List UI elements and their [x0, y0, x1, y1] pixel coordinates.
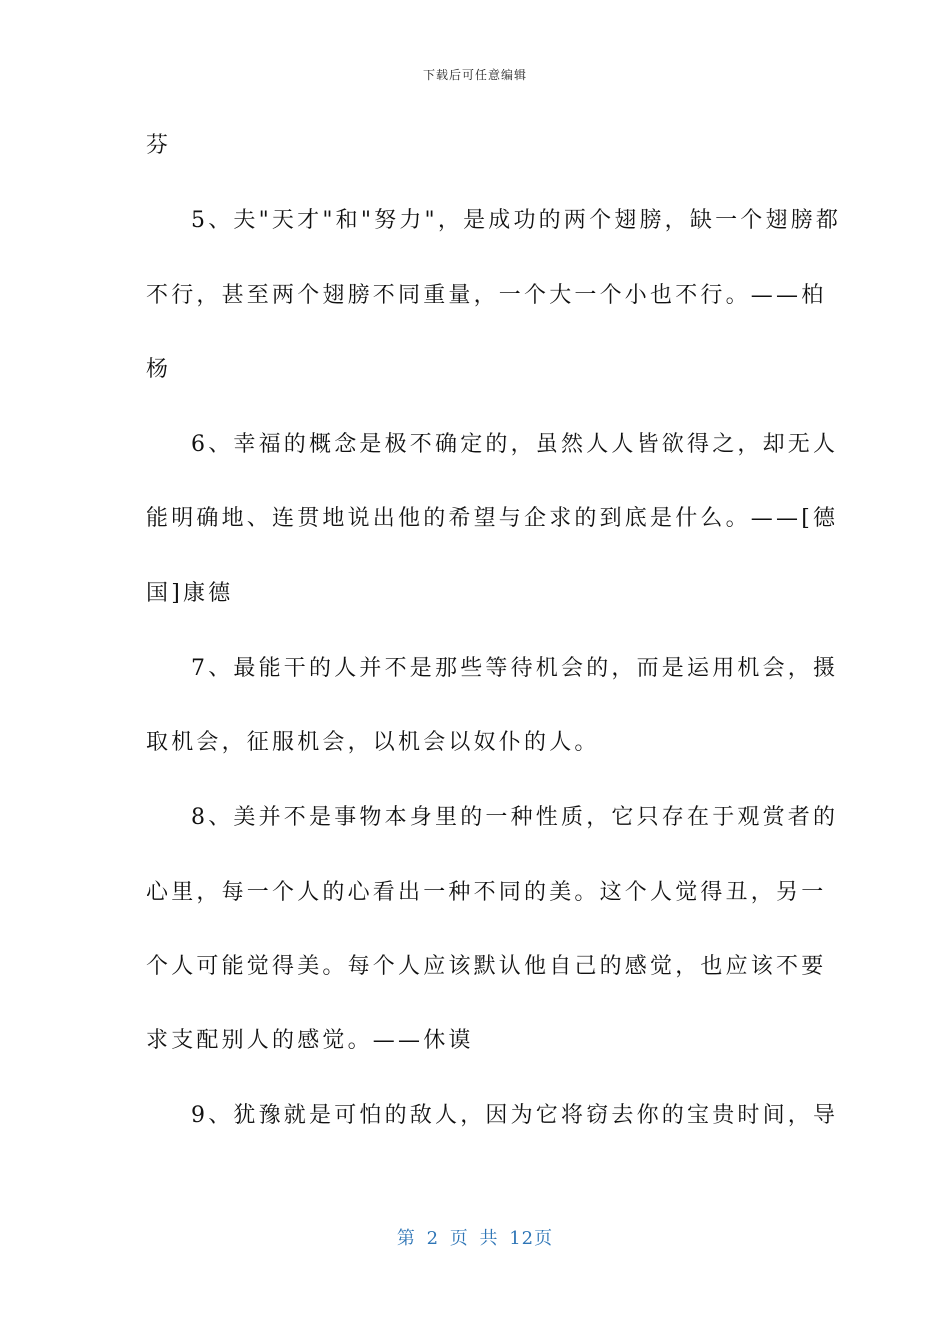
text-line: 6、幸福的概念是极不确定的，虽然人人皆欲得之，却无人 — [191, 432, 839, 457]
text-line: 8、美并不是事物本身里的一种性质，它只存在于观赏者的 — [191, 805, 839, 830]
text-line: 国]康德 — [146, 581, 234, 606]
text-line: 取机会，征服机会，以机会以奴仆的人。 — [146, 730, 600, 755]
text-line: 芬 — [146, 133, 172, 158]
text-line: 个人可能觉得美。每个人应该默认他自己的感觉，也应该不要 — [146, 954, 827, 979]
text-line: 不行，甚至两个翅膀不同重量，一个大一个小也不行。——柏 — [146, 283, 827, 308]
text-line: 杨 — [146, 357, 172, 382]
header-note: 下载后可任意编辑 — [422, 68, 527, 82]
page-number-indicator: 第 2 页 共 12页 — [396, 1228, 554, 1249]
text-line: 7、最能干的人并不是那些等待机会的，而是运用机会，摄 — [191, 656, 839, 681]
text-line: 5、夫"天才"和"努力"，是成功的两个翅膀，缺一个翅膀都 — [191, 208, 842, 233]
text-line: 求支配别人的感觉。——休谟 — [146, 1028, 474, 1053]
text-line: 能明确地、连贯地说出他的希望与企求的到底是什么。——[德 — [146, 506, 839, 531]
text-line: 心里，每一个人的心看出一种不同的美。这个人觉得丑，另一 — [146, 880, 827, 905]
text-line: 9、犹豫就是可怕的敌人，因为它将窃去你的宝贵时间，导 — [191, 1103, 839, 1128]
